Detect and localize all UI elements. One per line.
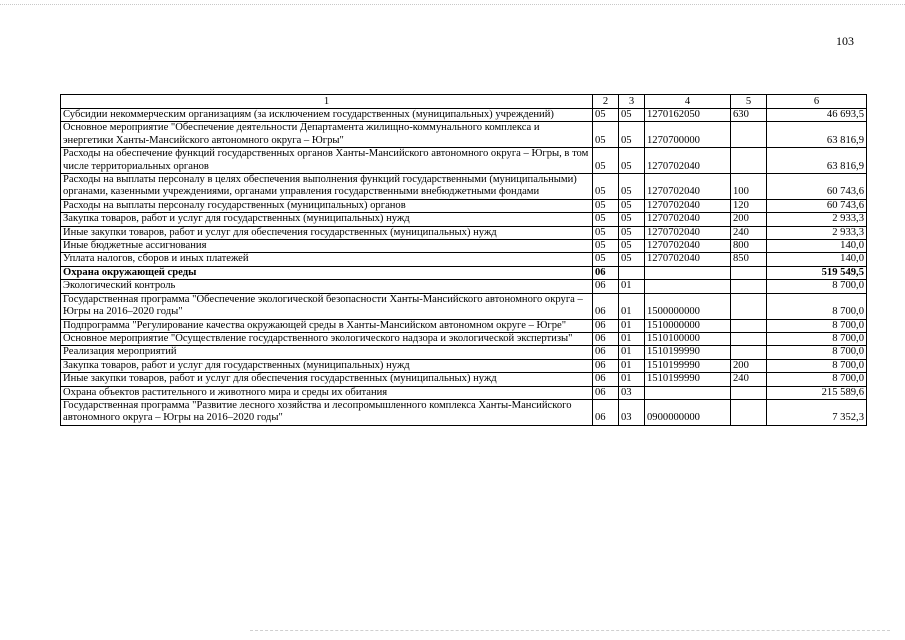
table-header-row bbox=[61, 95, 867, 109]
row-section: 06 bbox=[593, 280, 619, 293]
row-amount: 8 700,0 bbox=[767, 373, 867, 386]
row-section: 06 bbox=[593, 266, 619, 279]
row-section: 06 bbox=[593, 359, 619, 372]
row-name: Охрана объектов растительного и животного мира и среды их обитания bbox=[61, 386, 593, 399]
row-section: 06 bbox=[593, 293, 619, 319]
row-section: 05 bbox=[593, 240, 619, 253]
row-amount: 2 933,3 bbox=[767, 226, 867, 239]
row-expense-type bbox=[731, 319, 767, 332]
row-section: 05 bbox=[593, 174, 619, 200]
table-row bbox=[61, 359, 867, 372]
row-target-article: 1510100000 bbox=[645, 332, 731, 345]
row-target-article bbox=[645, 266, 731, 279]
row-amount: 63 816,9 bbox=[767, 122, 867, 148]
row-subsection: 05 bbox=[619, 213, 645, 226]
row-target-article: 1510199990 bbox=[645, 346, 731, 359]
row-expense-type bbox=[731, 266, 767, 279]
table-row bbox=[61, 373, 867, 386]
table-row bbox=[61, 199, 867, 212]
row-name: Охрана окружающей среды bbox=[61, 266, 593, 279]
row-subsection: 01 bbox=[619, 346, 645, 359]
header-col-2: 2 bbox=[593, 95, 619, 109]
row-name: Расходы на выплаты персоналу в целях обеспечения выполнения функций государственными (муниципальными) органами, казенными учреждениями, органами управления государственными внебюджетными фондами bbox=[61, 174, 593, 200]
row-expense-type: 100 bbox=[731, 174, 767, 200]
row-expense-type bbox=[731, 346, 767, 359]
row-name: Экологический контроль bbox=[61, 280, 593, 293]
table-row bbox=[61, 386, 867, 399]
row-expense-type bbox=[731, 280, 767, 293]
table-row bbox=[61, 319, 867, 332]
scan-edge-top bbox=[0, 4, 905, 15]
row-name: Иные бюджетные ассигнования bbox=[61, 240, 593, 253]
row-target-article: 1510000000 bbox=[645, 319, 731, 332]
row-target-article: 1510199990 bbox=[645, 373, 731, 386]
row-amount: 60 743,6 bbox=[767, 199, 867, 212]
row-name: Подпрограмма "Регулирование качества окружающей среды в Ханты-Мансийском автономном округе – Югре" bbox=[61, 319, 593, 332]
row-amount: 8 700,0 bbox=[767, 293, 867, 319]
row-amount: 8 700,0 bbox=[767, 346, 867, 359]
row-target-article: 1510199990 bbox=[645, 359, 731, 372]
table-row bbox=[61, 399, 867, 425]
row-subsection: 01 bbox=[619, 332, 645, 345]
row-amount: 63 816,9 bbox=[767, 148, 867, 174]
row-name: Закупка товаров, работ и услуг для государственных (муниципальных) нужд bbox=[61, 213, 593, 226]
header-col-6: 6 bbox=[767, 95, 867, 109]
row-section: 05 bbox=[593, 109, 619, 122]
row-target-article: 1270702040 bbox=[645, 148, 731, 174]
row-expense-type bbox=[731, 293, 767, 319]
row-subsection bbox=[619, 266, 645, 279]
table-row bbox=[61, 226, 867, 239]
row-expense-type bbox=[731, 386, 767, 399]
row-target-article: 0900000000 bbox=[645, 399, 731, 425]
table-row bbox=[61, 280, 867, 293]
row-subsection: 01 bbox=[619, 280, 645, 293]
table-row bbox=[61, 148, 867, 174]
row-subsection: 05 bbox=[619, 109, 645, 122]
row-subsection: 05 bbox=[619, 148, 645, 174]
row-section: 06 bbox=[593, 332, 619, 345]
row-target-article: 1270702040 bbox=[645, 174, 731, 200]
row-amount: 140,0 bbox=[767, 240, 867, 253]
row-target-article bbox=[645, 280, 731, 293]
header-col-4: 4 bbox=[645, 95, 731, 109]
row-expense-type: 630 bbox=[731, 109, 767, 122]
row-expense-type: 240 bbox=[731, 226, 767, 239]
table-row bbox=[61, 213, 867, 226]
row-section: 06 bbox=[593, 319, 619, 332]
scan-edge-bottom bbox=[250, 630, 890, 635]
row-subsection: 01 bbox=[619, 373, 645, 386]
header-col-3: 3 bbox=[619, 95, 645, 109]
row-target-article: 1270702040 bbox=[645, 253, 731, 266]
row-subsection: 05 bbox=[619, 240, 645, 253]
row-subsection: 05 bbox=[619, 253, 645, 266]
table-row bbox=[61, 293, 867, 319]
row-amount: 8 700,0 bbox=[767, 359, 867, 372]
row-name: Государственная программа "Развитие лесного хозяйства и лесопромышленного комплекса Ханты-Мансийского автономного округа – Югры на 2016–2020 годы" bbox=[61, 399, 593, 425]
row-name: Иные закупки товаров, работ и услуг для обеспечения государственных (муниципальных) нужд bbox=[61, 373, 593, 386]
row-target-article: 1270162050 bbox=[645, 109, 731, 122]
row-section: 06 bbox=[593, 386, 619, 399]
table-row bbox=[61, 332, 867, 345]
row-subsection: 03 bbox=[619, 399, 645, 425]
row-expense-type: 800 bbox=[731, 240, 767, 253]
row-section: 06 bbox=[593, 399, 619, 425]
row-subsection: 03 bbox=[619, 386, 645, 399]
row-section: 05 bbox=[593, 226, 619, 239]
row-target-article bbox=[645, 386, 731, 399]
row-amount: 2 933,3 bbox=[767, 213, 867, 226]
table-row bbox=[61, 266, 867, 279]
budget-table bbox=[60, 94, 867, 426]
row-subsection: 05 bbox=[619, 199, 645, 212]
page-number: 103 bbox=[836, 34, 854, 48]
row-expense-type: 120 bbox=[731, 199, 767, 212]
row-amount: 60 743,6 bbox=[767, 174, 867, 200]
row-target-article: 1270702040 bbox=[645, 213, 731, 226]
row-amount: 8 700,0 bbox=[767, 280, 867, 293]
row-name: Расходы на обеспечение функций государственных органов Ханты-Мансийского автономного округа – Югры, в том числе территориальных органов bbox=[61, 148, 593, 174]
row-section: 05 bbox=[593, 122, 619, 148]
row-expense-type: 850 bbox=[731, 253, 767, 266]
row-name: Основное мероприятие "Обеспечение деятельности Департамента жилищно-коммунального комплекса и энергетики Ханты-Мансийского автономного округа – Югры" bbox=[61, 122, 593, 148]
row-subsection: 05 bbox=[619, 226, 645, 239]
table-row bbox=[61, 174, 867, 200]
table-body bbox=[61, 109, 867, 426]
table-row bbox=[61, 253, 867, 266]
row-section: 05 bbox=[593, 213, 619, 226]
row-target-article: 1270702040 bbox=[645, 226, 731, 239]
header-col-5: 5 bbox=[731, 95, 767, 109]
row-name: Расходы на выплаты персоналу государственных (муниципальных) органов bbox=[61, 199, 593, 212]
row-amount: 8 700,0 bbox=[767, 332, 867, 345]
row-expense-type: 240 bbox=[731, 373, 767, 386]
row-section: 05 bbox=[593, 148, 619, 174]
table-row bbox=[61, 346, 867, 359]
row-name: Иные закупки товаров, работ и услуг для обеспечения государственных (муниципальных) нужд bbox=[61, 226, 593, 239]
row-name: Основное мероприятие "Осуществление государственного экологического надзора и экологической экспертизы" bbox=[61, 332, 593, 345]
row-section: 05 bbox=[593, 199, 619, 212]
row-name: Реализация мероприятий bbox=[61, 346, 593, 359]
row-name: Государственная программа "Обеспечение экологической безопасности Ханты-Мансийского автономного округа – Югры на 2016–2020 годы" bbox=[61, 293, 593, 319]
row-expense-type bbox=[731, 122, 767, 148]
row-subsection: 01 bbox=[619, 359, 645, 372]
row-expense-type bbox=[731, 332, 767, 345]
row-expense-type bbox=[731, 148, 767, 174]
row-amount: 519 549,5 bbox=[767, 266, 867, 279]
row-expense-type: 200 bbox=[731, 213, 767, 226]
row-section: 06 bbox=[593, 373, 619, 386]
row-target-article: 1270700000 bbox=[645, 122, 731, 148]
row-name: Субсидии некоммерческим организациям (за исключением государственных (муниципальных) учреждений) bbox=[61, 109, 593, 122]
row-target-article: 1270702040 bbox=[645, 240, 731, 253]
row-amount: 215 589,6 bbox=[767, 386, 867, 399]
row-subsection: 05 bbox=[619, 122, 645, 148]
row-name: Закупка товаров, работ и услуг для государственных (муниципальных) нужд bbox=[61, 359, 593, 372]
row-amount: 46 693,5 bbox=[767, 109, 867, 122]
row-amount: 140,0 bbox=[767, 253, 867, 266]
row-target-article: 1270702040 bbox=[645, 199, 731, 212]
row-amount: 7 352,3 bbox=[767, 399, 867, 425]
row-subsection: 01 bbox=[619, 319, 645, 332]
row-name: Уплата налогов, сборов и иных платежей bbox=[61, 253, 593, 266]
table-row bbox=[61, 109, 867, 122]
row-expense-type: 200 bbox=[731, 359, 767, 372]
row-section: 05 bbox=[593, 253, 619, 266]
table-row bbox=[61, 240, 867, 253]
row-section: 06 bbox=[593, 346, 619, 359]
row-expense-type bbox=[731, 399, 767, 425]
row-target-article: 1500000000 bbox=[645, 293, 731, 319]
row-subsection: 05 bbox=[619, 174, 645, 200]
row-subsection: 01 bbox=[619, 293, 645, 319]
table-row bbox=[61, 122, 867, 148]
row-amount: 8 700,0 bbox=[767, 319, 867, 332]
header-col-1: 1 bbox=[61, 95, 593, 109]
